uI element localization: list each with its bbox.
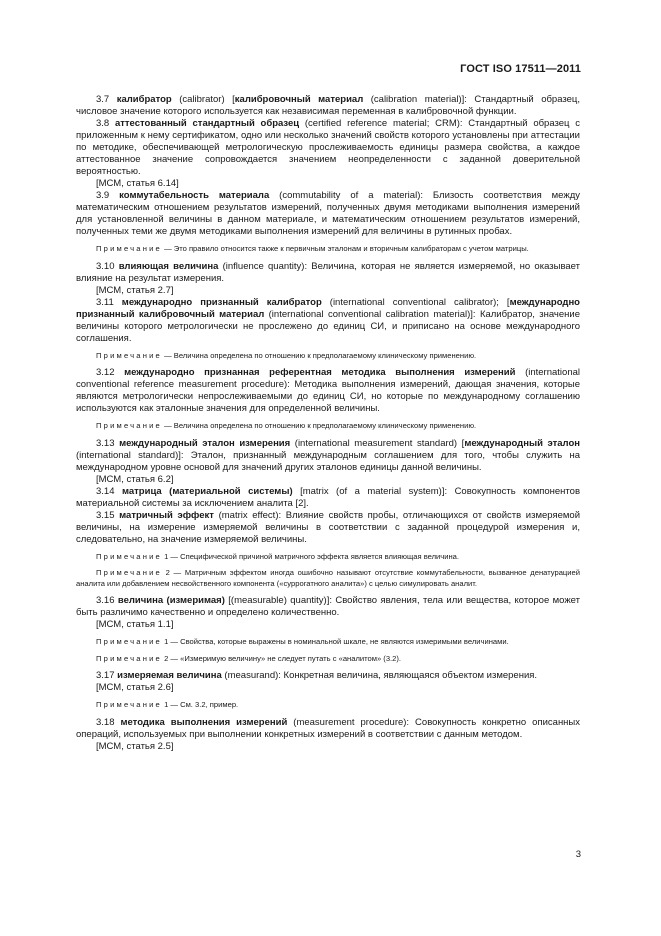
term-number: 3.10 (96, 260, 115, 272)
term-definition: (international conventional calibration material)]: Калибратор, значение величины которого метрологически не прослежено до единиц СИ, и приписано на основе международного соглашения. (76, 308, 580, 344)
term-definition: (international conventional reference measurement procedure): Методика выполнения измерений, дающая значения, которые являются метрологически непрослеживаемыми до единиц СИ, но которые по международному соглашению используются как эталонные значения для определенной величины. (76, 367, 580, 414)
term-number: 3.17 (96, 670, 115, 681)
term-name: матрица (материальной системы) (121, 485, 293, 497)
term-definition: (measurand): Конкретная величина, являющаяся объектом измерения. (221, 670, 538, 681)
term-definition: (measurement procedure): Совокупность конкретно описанных операций, используемых при выполнении конкретных измерений в соответствии с данным методом. (76, 716, 581, 740)
note-label: Примечание (96, 350, 162, 360)
term-number: 3.13 (96, 437, 115, 449)
note-label: Примечание (96, 637, 162, 646)
term-3-10 (76, 261, 580, 285)
term-3-15 (76, 510, 580, 546)
note-text: 2 — «Измеримую величину» не следует путать с «аналитом» (3.2). (161, 653, 402, 663)
note-3-16-2 (76, 654, 580, 665)
term-number: 3.15 (96, 509, 115, 521)
note-text: — Это правило относится также к первичным эталонам и вторичным калибраторам с учетом матрицы. (161, 244, 529, 253)
term-name: международный эталон измерения (119, 437, 291, 449)
term-3-18 (76, 717, 580, 741)
term-number: 3.16 (96, 595, 115, 606)
note-3-15-2 (76, 568, 580, 589)
term-3-11 (76, 297, 580, 345)
term-3-8-reference: [МСМ, статья 6.14] (96, 178, 179, 189)
note-label: Примечание (96, 700, 162, 709)
term-name: аттестованный стандартный образец (114, 118, 300, 129)
term-name: методика выполнения измерений (120, 716, 288, 728)
term-3-12 (76, 367, 580, 415)
term-definition: (calibration material)]: Стандартный образец, числовое значение которого используется как независимая переменная в калибровочной функции. (76, 94, 580, 117)
term-english: (international conventional calibrator); [ (321, 296, 510, 308)
term-number: 3.9 (96, 190, 110, 201)
note-3-17 (76, 700, 580, 711)
term-definition: [(measurable) quantity)]: Свойство явления, тела или вещества, которое может быть различимо качественно и определено количественно. (76, 595, 581, 618)
term-definition: (influence quantity): Величина, которая не является измеряемой, но оказывает влияние на результат измерения. (76, 260, 580, 284)
document-body (76, 94, 580, 753)
term-3-16 (76, 595, 580, 619)
term-3-14 (76, 486, 580, 510)
term-name: влияющая величина (118, 260, 219, 272)
note-text: 1 — Свойства, которые выражены в номинальной шкале, не являются измеримыми величинами. (161, 637, 509, 646)
term-name: международно признанный калибратор (121, 296, 322, 308)
page-number: 3 (575, 849, 581, 860)
term-3-10-reference: [МСМ, статья 2.7] (96, 284, 174, 296)
note-label: Примечание (96, 551, 162, 561)
term-3-7 (76, 94, 580, 118)
term-number: 3.11 (96, 296, 114, 308)
note-text: — Величина определена по отношению к предполагаемому клиническому применению. (161, 350, 477, 360)
note-3-12 (76, 421, 580, 432)
note-3-16-1 (76, 637, 580, 648)
note-text: 1 — Специфической причиной матричного эффекта является влияющая величина. (161, 551, 460, 561)
note-label: Примечание (96, 653, 162, 663)
note-text: — Величина определена по отношению к предполагаемому клиническому применению. (161, 421, 477, 430)
term-name: калибратор (116, 94, 172, 105)
term-3-9 (76, 190, 580, 238)
term-name: измеряемая величина (117, 670, 222, 681)
term-definition: (matrix effect): Влияние свойств пробы, отличающихся от свойств измеряемой величины, на измерение измеряемой величины в соответствии с заданной процедурой измерения и, следовательно, на значение измеряемой величины. (76, 509, 581, 545)
term-3-13-reference: [МСМ, статья 6.2] (96, 473, 174, 485)
note-3-9 (76, 244, 580, 255)
term-definition: (certified reference material; CRM): Стандартный образец с приложенным к нему сертификатом, одно или несколько значений свойств которого установлены при аттестации по методике, обеспечивающей метрологическую прослеживаемость единицы размера свойства, а каждое аттестованное значение сопровождается значением неопределенности с заданной доверительной вероятностью. (76, 118, 580, 177)
note-3-11 (76, 351, 580, 362)
term-definition: (commutability of a material): Близость соответствия между математическим отношением результатов измерений, полученных двумя методиками выполнения измерений для установленной величины в данном материале, и математическим отношением результатов измерений, полученных теми же двумя методиками выполнения измерений для величины в рутинных пробах. (76, 190, 581, 237)
term-synonym: международный эталон (464, 437, 580, 449)
term-number: 3.12 (96, 367, 115, 378)
term-definition: [matrix (of a material system)]: Совокупность компонентов материальной системы за исключением аналита [2]. (76, 485, 580, 509)
note-label: Примечание (96, 421, 162, 430)
term-number: 3.18 (96, 716, 115, 728)
term-synonym: международно признанный калибровочный материал (76, 296, 580, 320)
note-text: 1 — См. 3.2, пример. (161, 700, 239, 709)
term-3-16-reference: [МСМ, статья 1.1] (96, 619, 174, 630)
note-label: Примечание (96, 568, 162, 577)
term-3-17-reference: [МСМ, статья 2.6] (96, 682, 174, 693)
term-synonym: калибровочный материал (234, 94, 364, 105)
term-3-18-reference: [МСМ, статья 2.5] (96, 740, 174, 752)
term-3-13 (76, 438, 580, 474)
term-english: (calibrator) [ (171, 94, 235, 105)
standard-designation: ГОСТ ISO 17511—2011 (460, 63, 581, 75)
term-number: 3.8 (96, 118, 110, 129)
note-label: Примечание (96, 244, 162, 253)
term-name: коммутабельность материала (119, 190, 270, 201)
term-definition: (international standard)]: Эталон, признанный международным соглашением для того, чтобы служить на международном уровне основой для значений других эталонов единицы данной величины. (76, 449, 580, 473)
term-3-8 (76, 118, 580, 178)
note-text: 2 — Матричным эффектом иногда ошибочно называют отсутствие коммутабельности, вызванное денатурацией аналита или добавлением несвойственного компонента («суррогатного аналита») с целью симулировать аналит. (76, 568, 580, 588)
note-3-15-1 (76, 552, 580, 563)
term-name: величина (измеримая) (117, 595, 225, 606)
term-english: (international measurement standard) [ (290, 437, 465, 449)
term-name: матричный эффект (119, 509, 214, 521)
term-3-17 (76, 670, 580, 682)
term-number: 3.7 (96, 94, 110, 105)
term-number: 3.14 (96, 485, 115, 497)
term-name: международно признанная референтная методика выполнения измерений (124, 367, 516, 378)
